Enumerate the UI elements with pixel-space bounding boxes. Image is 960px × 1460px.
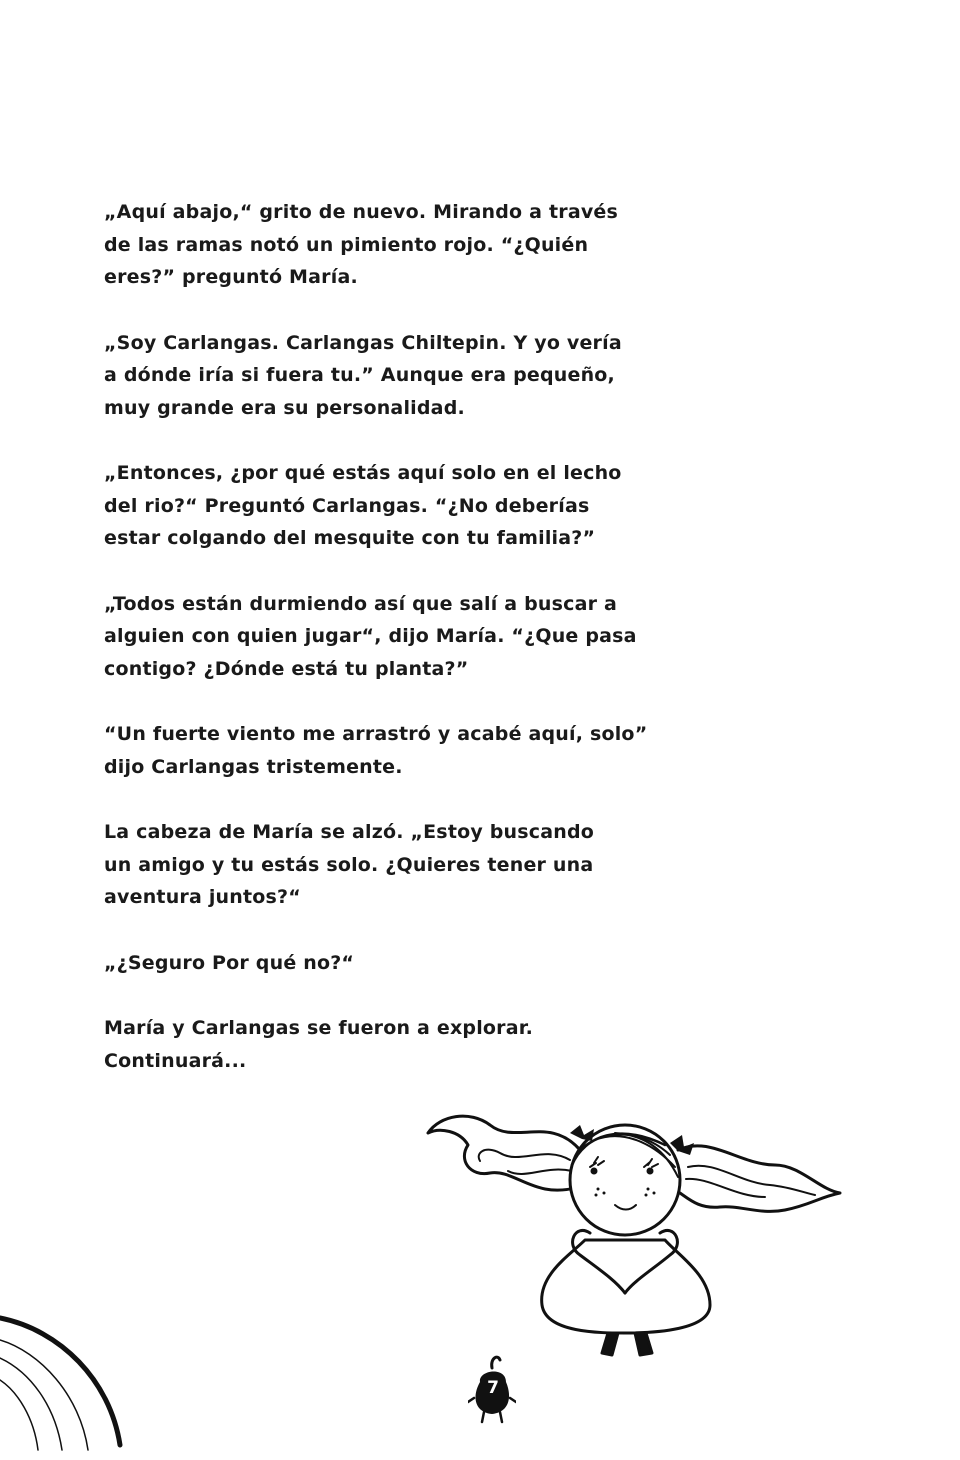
text-line: La cabeza de María se alzó. „Estoy buscando: [104, 821, 595, 843]
text-line: „Todos están durmiendo así que salí a buscar a: [104, 592, 618, 615]
story-text: [104, 196, 648, 1110]
text-line: del rio?“ Preguntó Carlangas. “¿No deberías: [104, 494, 590, 517]
paragraph: [104, 718, 648, 783]
text-line: estar colgando del mesquite con tu familia?”: [104, 527, 596, 549]
text-line: a dónde iría si fuera tu.” Aunque era pequeño,: [104, 364, 615, 386]
paragraph: [104, 947, 624, 980]
text-line: de las ramas notó un pimiento rojo. “¿Quién: [104, 233, 589, 256]
text-line: eres?” preguntó María.: [104, 266, 358, 288]
paragraph: [104, 327, 624, 425]
right-pigtail: [678, 1146, 840, 1212]
paragraph: [104, 196, 624, 294]
head: [570, 1125, 680, 1235]
paragraph: [104, 1012, 624, 1077]
text-line: María y Carlangas se fueron a explorar.: [104, 1017, 534, 1039]
text-line: „Soy Carlangas. Carlangas Chiltepin. Y yo vería: [104, 331, 622, 354]
text-line: „¿Seguro Por qué no?“: [104, 951, 355, 974]
text-line: „Aquí abajo,“ grito de nuevo. Mirando a través: [104, 201, 619, 223]
text-line: Continuará...: [104, 1049, 247, 1072]
left-pigtail: [428, 1116, 580, 1190]
rainbow-decoration: [0, 1300, 140, 1460]
page-number: 7: [487, 1378, 499, 1398]
paragraph: [104, 588, 637, 686]
dress: [542, 1240, 710, 1333]
text-line: un amigo y tu estás solo. ¿Quieres tener una: [104, 853, 594, 876]
text-line: muy grande era su personalidad.: [104, 396, 465, 419]
text-line: “Un fuerte viento me arrastró y acabé aquí, solo”: [104, 723, 648, 745]
paragraph: [104, 816, 624, 914]
text-line: dijo Carlangas tristemente.: [104, 755, 403, 778]
maria-illustration: [420, 1105, 850, 1360]
text-line: aventura juntos?“: [104, 886, 301, 908]
text-line: „Entonces, ¿por qué estás aquí solo en el lecho: [104, 462, 622, 484]
text-line: contigo? ¿Dónde está tu planta?”: [104, 657, 469, 680]
text-line: alguien con quien jugar“, dijo María. “¿Que pasa: [104, 625, 637, 647]
paragraph: [104, 457, 624, 555]
